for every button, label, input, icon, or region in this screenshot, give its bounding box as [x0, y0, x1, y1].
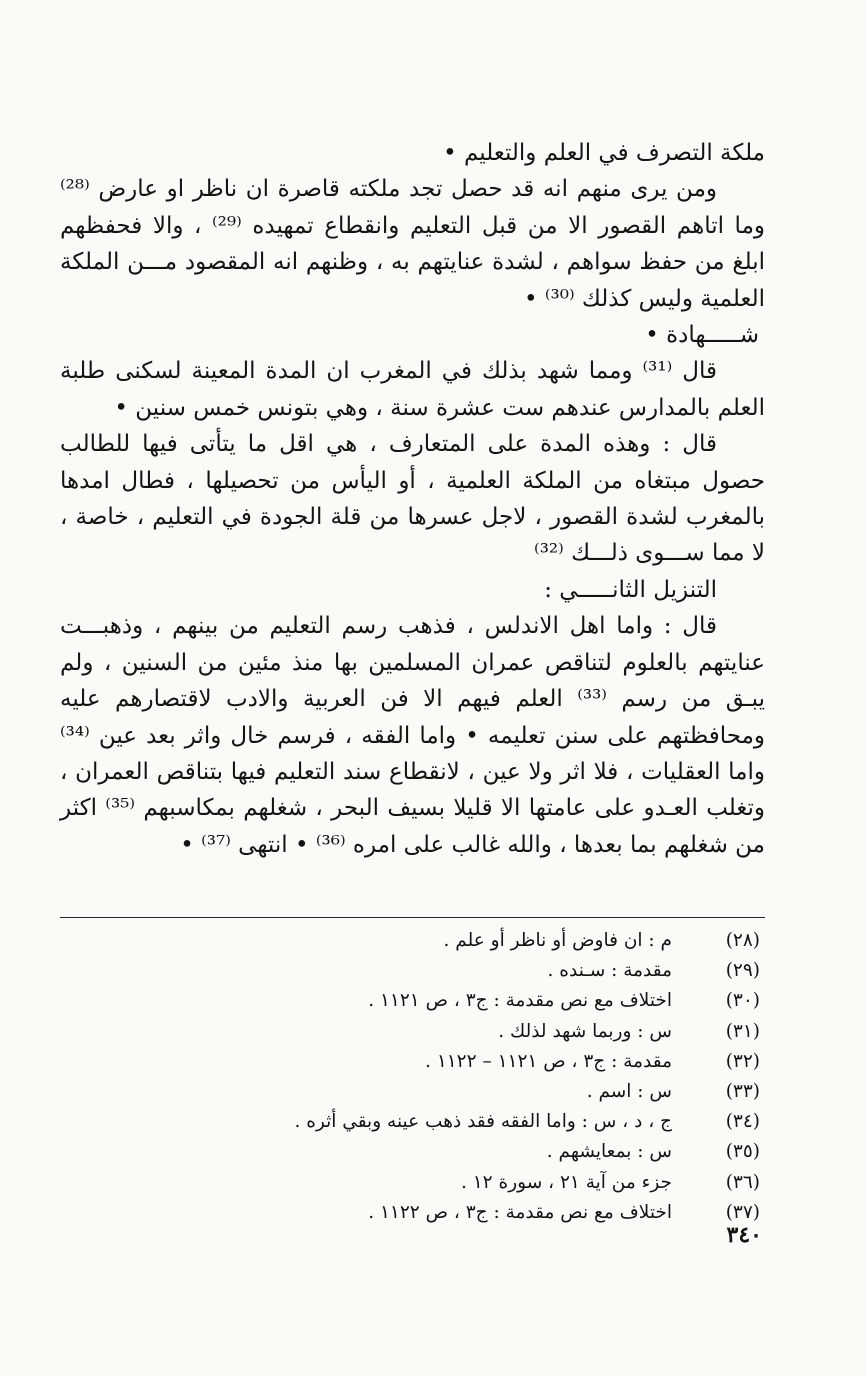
footnote-number: (٣٠) [725, 990, 760, 1012]
footnote-number: (٣٤) [725, 1111, 760, 1133]
paragraph-5: قال : واما اهل الاندلس ، فذهب رسم التعليم من بينهم ، وذهبـــت عنايتهم بالعلوم لتناقص عمران المسلمين بها منذ مئين من السنين ، ولم يبـق من رسم ⁽³³⁾ العلم فيهم الا فن العربية والادب لاقتصارهم عليه ومحافظتهم على سنن تعليمه • واما الفقه ، فرسم خال واثر بعد عين ⁽³⁴⁾ واما العقليات ، فلا اثر ولا عين ، لانقطاع سند التعليم فيها بتناقص العمران ، وتغلب العـدو على عامتها الا قليلا بسيف البحر ، شغلهم بمكاسبهم ⁽³⁵⁾ اكثر من شغلهم بما بعدها ، والله غالب على امره ⁽³⁶⁾ • انتهى ⁽³⁷⁾ • [60, 613, 765, 858]
footnote-number: (٣١) [725, 1020, 760, 1042]
footnote-33 [150, 1077, 760, 1107]
paragraph-2: ومن يرى منهم انه قد حصل تجد ملكته قاصرة ان ناظر او عارض ⁽²⁸⁾ وما اتاهم القصور الا من قبل التعليم وانقطاع تمهيده ⁽²⁹⁾ ، والا فحفظهم ابلغ من حفظ سواهم ، لشدة عنايتهم به ، وظنهم انه المقصود مـــن الملكة العلمية وليس كذلك ⁽³⁰⁾ • [60, 176, 765, 312]
footnote-31 [150, 1017, 760, 1047]
paragraph-1: ملكة التصرف في العلم والتعليم • [443, 140, 765, 166]
section-heading-testimony: شـــــهادة • [645, 322, 759, 349]
footnote-divider [60, 917, 765, 918]
footnote-text: س : اسم . [586, 1081, 672, 1103]
footnote-text: اختلاف مع نص مقدمة : ج٣ ، ص ١١٢١ . [368, 990, 672, 1012]
footnote-35 [150, 1137, 760, 1167]
footnote-37 [150, 1198, 760, 1228]
footnote-text: اختلاف مع نص مقدمة : ج٣ ، ص ١١٢٢ . [368, 1201, 672, 1223]
footnote-text: ج ، د ، س : واما الفقه فقد ذهب عينه وبقي أثره . [294, 1111, 672, 1133]
footnote-number: (٢٩) [725, 960, 760, 982]
footnote-36 [150, 1168, 760, 1198]
footnote-text: م : ان فاوض أو ناظر أو علم . [443, 930, 672, 951]
main-text [60, 135, 765, 863]
footnote-text: س : بمعايشهم . [546, 1141, 672, 1163]
section-heading-second-application: التنزيل الثانـــــي : [544, 576, 717, 603]
footnote-32 [150, 1047, 760, 1077]
page-number: ٣٤٠ [726, 1222, 762, 1248]
footnote-number: (٣٧) [725, 1201, 760, 1223]
footnote-number: (٣٣) [725, 1081, 760, 1103]
footnote-number: (٣٦) [725, 1171, 760, 1193]
footnote-34 [150, 1107, 760, 1137]
footnote-text: مقدمة : سـنده . [547, 960, 672, 982]
footnote-number: (٣٥) [725, 1141, 760, 1163]
footnote-text: جزء من آية ٢١ ، سورة ١٢ . [460, 1171, 672, 1193]
footnote-30 [150, 986, 760, 1016]
paragraph-4: قال : وهذه المدة على المتعارف ، هي اقل ما يتأتى فيها للطالب حصول مبتغاه من الملكة العلمية ، أو اليأس من تحصيلها ، فطال امدها بالمغرب لشدة القصور ، لاجل عسرها من قلة الجودة في التعليم ، خاصة ، لا مما ســـوى ذلـــك ⁽³²⁾ [60, 431, 765, 567]
footnote-text: مقدمة : ج٣ ، ص ١١٢١ – ١١٢٢ . [425, 1050, 672, 1072]
footnote-text: س : وربما شهد لذلك . [498, 1020, 672, 1042]
paragraph-3: قال ⁽³¹⁾ ومما شهد بذلك في المغرب ان المدة المعينة لسكنى طلبة العلم بالمدارس عندهم ست عشرة سنة ، وهي بتونس خمس سنين • [60, 358, 765, 421]
footnote-number: (٣٢) [725, 1050, 760, 1072]
footnote-28 [150, 926, 760, 956]
footnote-number: (٢٨) [725, 930, 760, 951]
footnotes [150, 926, 760, 1228]
footnote-29 [150, 956, 760, 986]
